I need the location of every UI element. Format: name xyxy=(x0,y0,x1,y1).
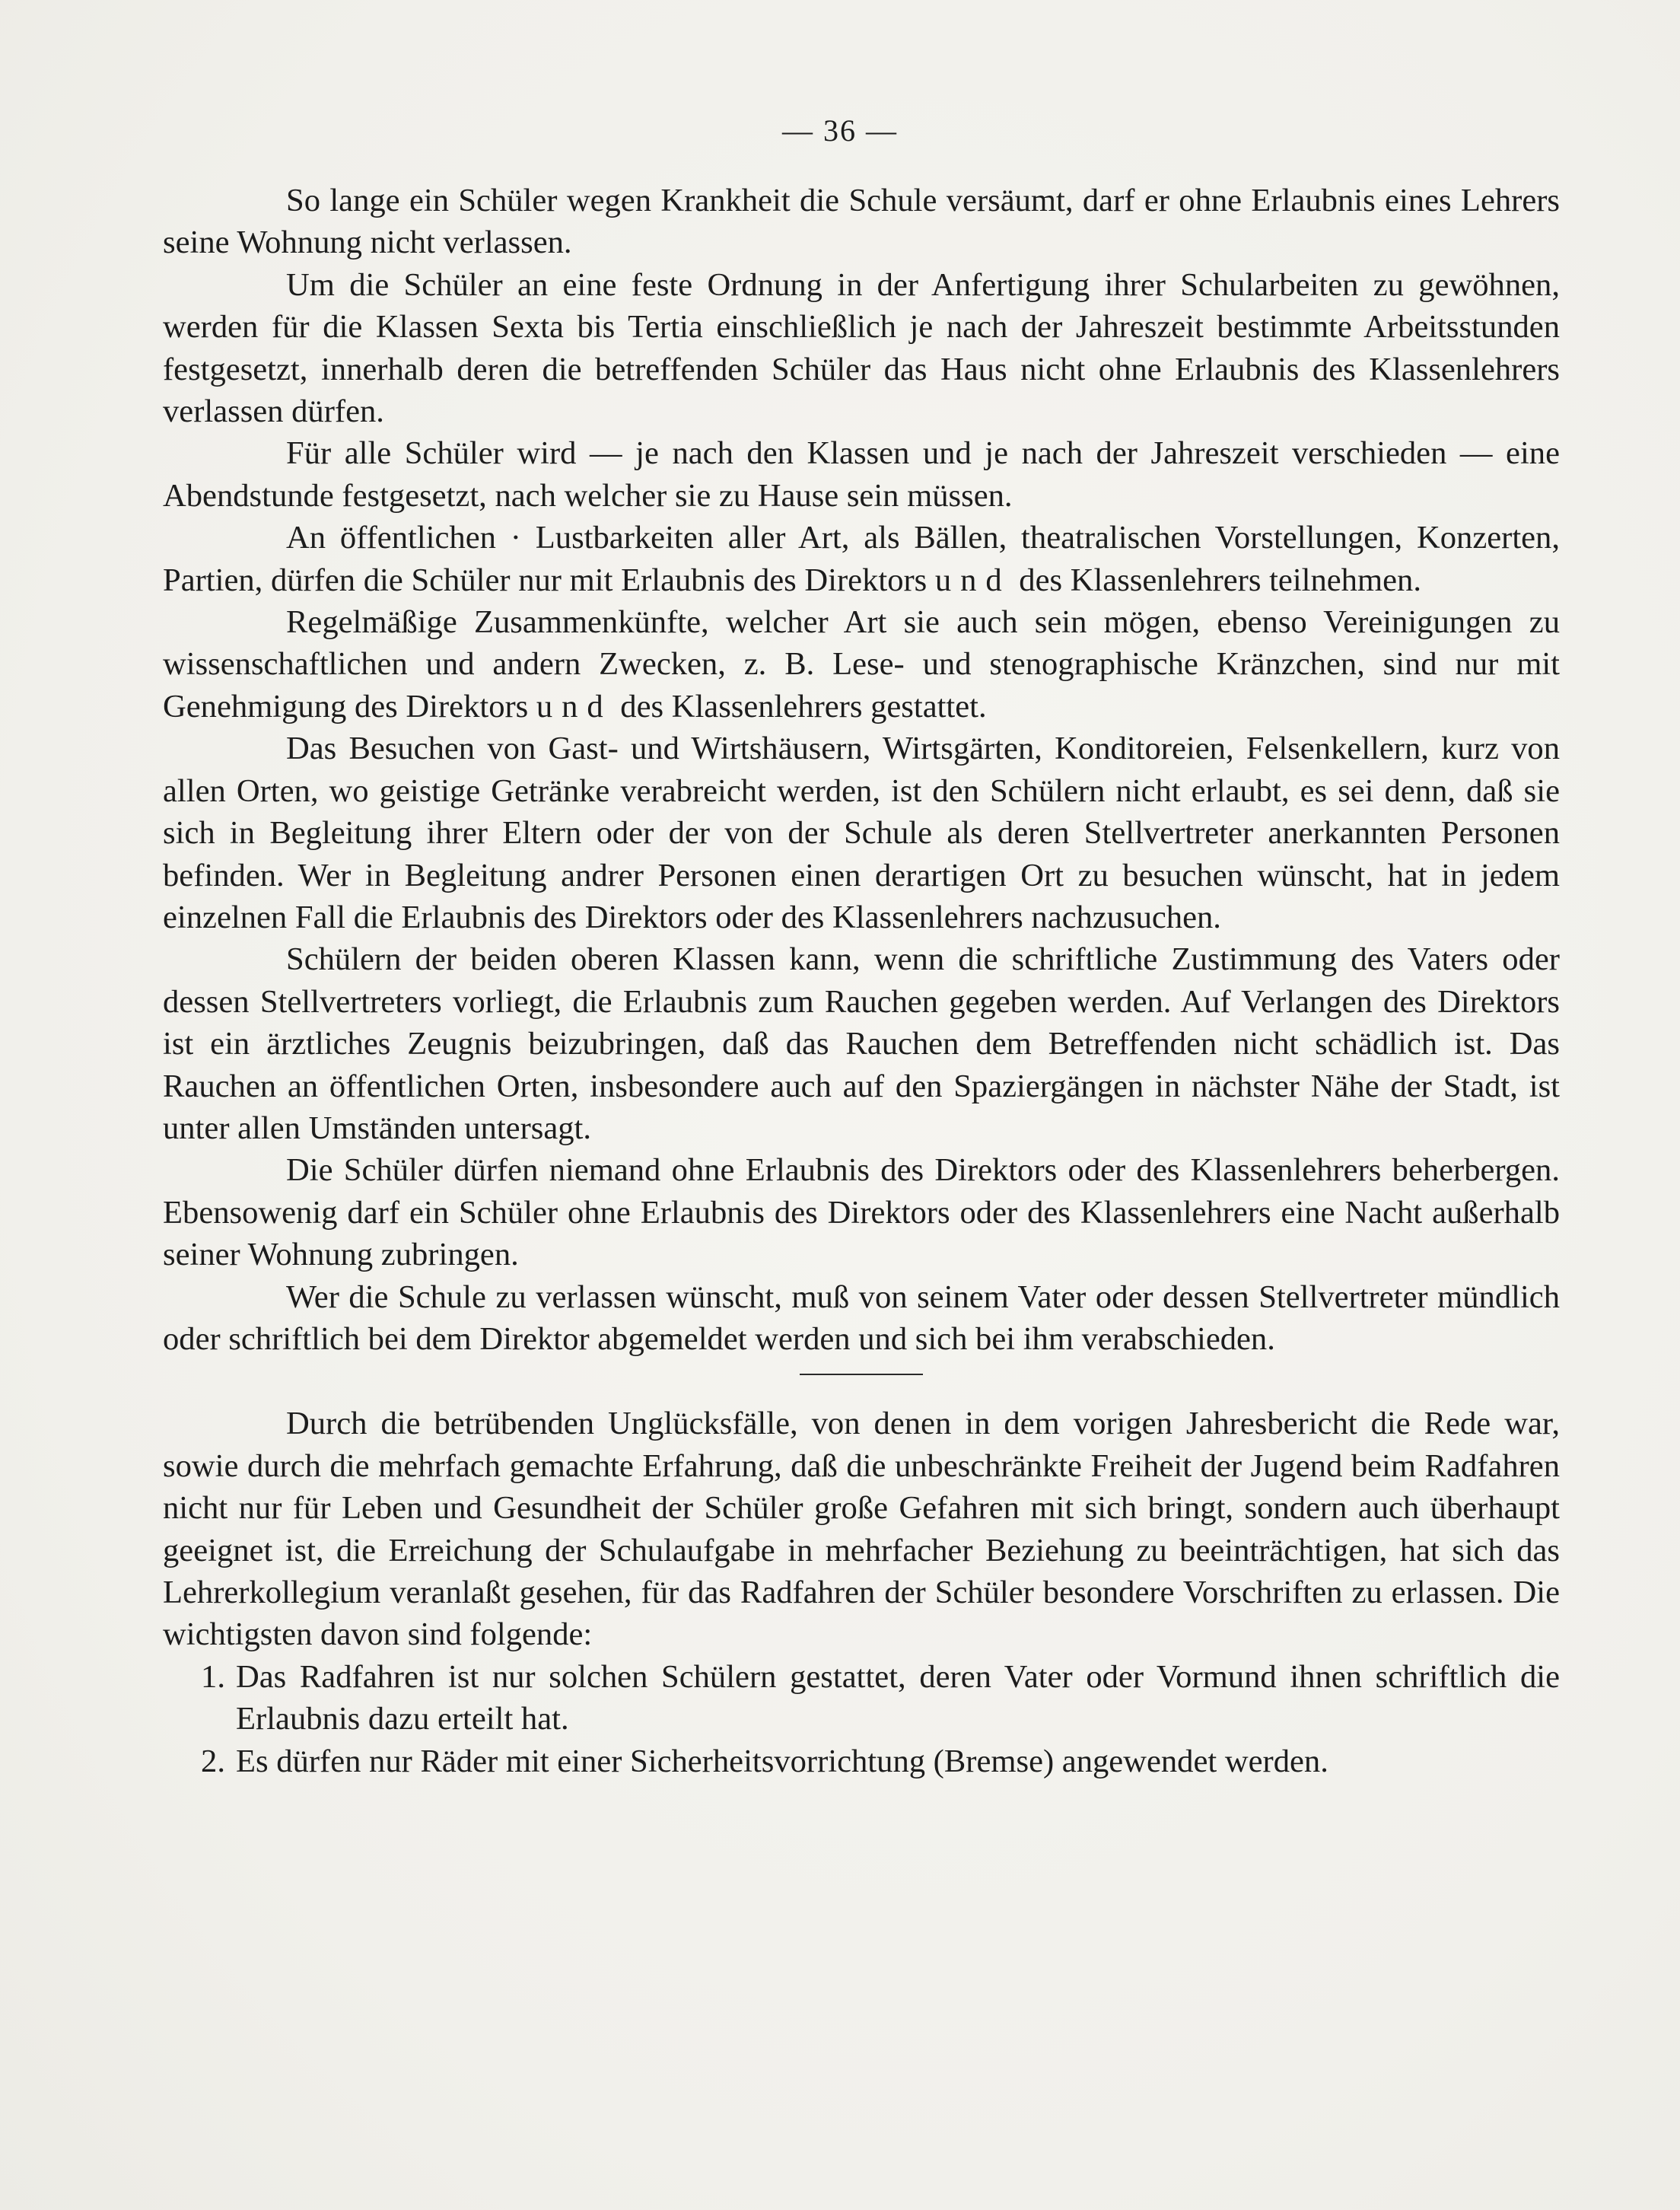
list-item-number: 1. xyxy=(201,1658,225,1695)
paragraph-leaving-school: Wer die Schule zu verlassen wünscht, muß von seinem Vater oder dessen Stellvertreter mündlich oder schriftlich bei dem Direktor abgemeldet werden und sich bei ihm verabschieden. xyxy=(163,1279,1560,1357)
paragraph-evening-hour: Für alle Schüler wird — je nach den Klassen und je nach der Jahreszeit verschieden — eine Abendstunde festgesetzt, nach welcher sie zu Hause sein müssen. xyxy=(163,435,1560,514)
spaced-emphasis: und xyxy=(536,688,612,724)
list-item xyxy=(163,1656,1560,1740)
paragraph-sick-leave: So lange ein Schüler wegen Krankheit die Schule versäumt, darf er ohne Erlaubnis eines Lehrers seine Wohnung nicht verlassen. xyxy=(163,183,1560,261)
page-number: — 36 — xyxy=(782,113,898,148)
paragraph-work-hours: Um die Schüler an eine feste Ordnung in der Anfertigung ihrer Schularbeiten zu gewöhnen, werden für die Klassen Sexta bis Tertia einschließlich je nach der Jahreszeit bestimmte Arbeitsstunden festgesetzt, innerhalb deren die betreffenden Schüler das Haus nicht ohne Erlaubnis des Klassenlehrers verlassen dürfen. xyxy=(163,266,1560,430)
paragraph-public-amusements xyxy=(163,517,1560,601)
text-span: des Klassenlehrers gestattet. xyxy=(620,688,987,724)
text-span: An öffentlichen · Lustbarkeiten aller Art, als Bällen, theatralischen Vorstellungen, Konzerten, Partien, dürfen die Schüler nur mit Erlaubnis des Direktors xyxy=(163,520,1560,598)
list-item-number: 2. xyxy=(201,1743,225,1779)
body-text xyxy=(163,180,1560,1782)
cycling-rules-list xyxy=(163,1656,1560,1782)
paragraph-meetings xyxy=(163,601,1560,728)
paragraph-cycling-intro: Durch die betrübenden Unglücksfälle, von denen in dem vorigen Jahresbericht die Rede war, sowie durch die mehrfach gemachte Erfahrung, daß die unbeschränkte Freiheit der Jugend beim Radfahren nicht nur für Leben und Gesundheit der Schüler große Gefahren mit sich bringt, sondern auch überhaupt geeignet ist, die Erreichung der Schulaufgabe in mehrfacher Beziehung zu beeinträchtigen, hat sich das Lehrerkollegium veranlaßt gesehen, für das Radfahren der Schüler besondere Vorschriften zu erlassen. Die wichtigsten davon sind folgende: xyxy=(163,1406,1560,1653)
text-span: Regelmäßige Zusammenkünfte, welcher Art sie auch sein mögen, ebenso Vereinigungen zu wissenschaftlichen und andern Zwecken, z. B. Lese- und stenographische Kränzchen, sind nur mit Genehmigung des Direktors xyxy=(163,604,1560,724)
spaced-emphasis: und xyxy=(934,562,1011,598)
list-item xyxy=(163,1740,1560,1782)
list-item-text: Das Radfahren ist nur solchen Schülern gestattet, deren Vater oder Vormund ihnen schriftlich die Erlaubnis dazu erteilt hat. xyxy=(236,1658,1560,1737)
section-divider xyxy=(800,1374,923,1375)
paragraph-taverns: Das Besuchen von Gast- und Wirtshäusern, Wirtsgärten, Konditoreien, Felsenkellern, kurz von allen Orten, wo geistige Getränke verabreicht werden, ist den Schülern nicht erlaubt, es sei denn, daß sie sich in Begleitung ihrer Eltern oder der von der Schule als deren Stellvertreter anerkannten Personen befinden. Wer in Begleitung andrer Personen einen derartigen Ort zu besuchen wünscht, hat in jedem einzelnen Fall die Erlaubnis des Direktors oder des Klassenlehrers nachzusuchen. xyxy=(163,731,1560,935)
text-span: des Klassenlehrers teilnehmen. xyxy=(1019,562,1421,598)
paragraph-lodging: Die Schüler dürfen niemand ohne Erlaubnis des Direktors oder des Klassenlehrers beherbergen. Ebensowenig darf ein Schüler ohne Erlaubnis des Direktors oder des Klassenlehrers eine Nacht außerhalb seiner Wohnung zubringen. xyxy=(163,1152,1560,1273)
list-item-text: Es dürfen nur Räder mit einer Sicherheitsvorrichtung (Bremse) angewendet werden. xyxy=(236,1743,1328,1779)
paragraph-smoking: Schülern der beiden oberen Klassen kann, wenn die schriftliche Zustimmung des Vaters oder dessen Stellvertreters vorliegt, die Erlaubnis zum Rauchen gegeben werden. Auf Verlangen des Direktors ist ein ärztliches Zeugnis beizubringen, daß das Rauchen dem Betreffenden nicht schädlich ist. Das Rauchen an öffentlichen Orten, insbesondere auch auf den Spaziergängen in nächster Nähe der Stadt, ist unter allen Umständen untersagt. xyxy=(163,941,1560,1146)
